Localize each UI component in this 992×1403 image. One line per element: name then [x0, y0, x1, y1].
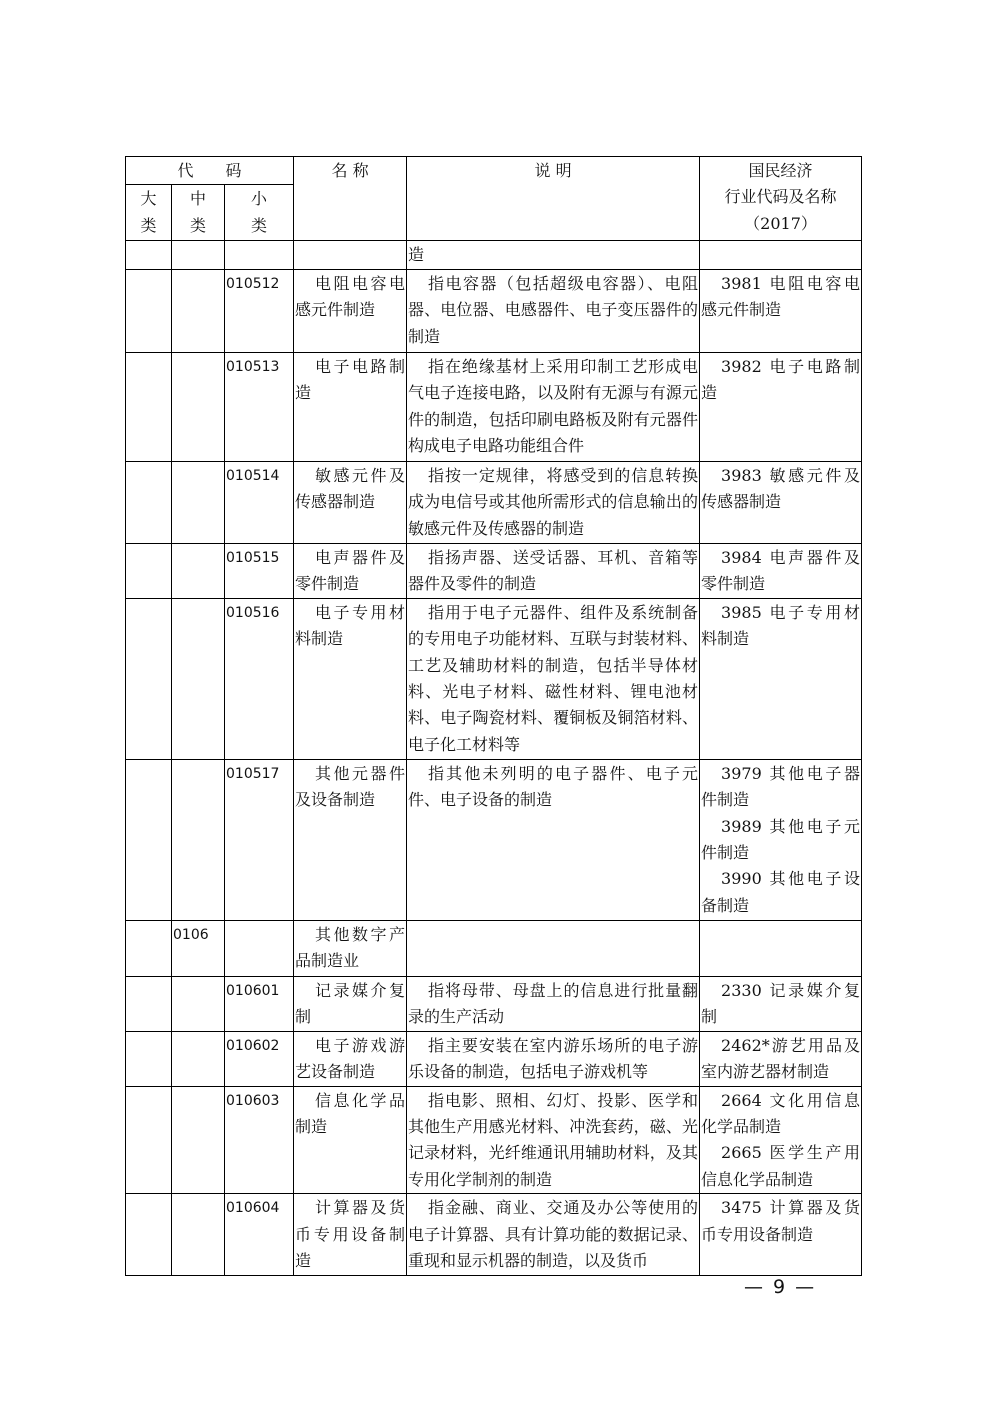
header-ref-line1: 国民经济 — [748, 161, 813, 180]
header-mid: 中 类 — [172, 185, 225, 241]
cell-desc: 指其他未列明的电子器件、电子元件、电子设备的制造 — [407, 759, 700, 920]
classification-table — [125, 156, 862, 1276]
cell-name: 信息化学品制造 — [294, 1086, 407, 1194]
cell-name: 计算器及货币专用设备制造 — [294, 1194, 407, 1276]
cell-desc: 指按一定规律，将感受到的信息转换成为电信号或其他所需形式的信息输出的敏感元件及传感器的制造 — [407, 461, 700, 543]
ref-entry: 3983 敏感元件及传感器制造 — [701, 465, 861, 512]
ref-entry: 3989 其他电子元件制造 — [701, 816, 861, 863]
cell-ref — [700, 1086, 862, 1194]
cell-mid — [172, 352, 225, 461]
cell-desc: 指金融、商业、交通及办公等使用的电子计算器、具有计算功能的数据记录、重现和显示机器的制造，以及货币 — [407, 1194, 700, 1276]
header-ref-line2: 行业代码及名称 — [724, 187, 837, 207]
cell-desc: 造 — [407, 241, 700, 269]
cell-major — [126, 461, 172, 543]
ref-entry: 3979 其他电子器件制造 — [701, 763, 861, 810]
header-ref — [700, 157, 862, 241]
header-name: 名 称 — [294, 157, 407, 241]
table-row — [126, 1194, 862, 1276]
ref-entry: 3985 电子专用材料制造 — [701, 602, 861, 649]
cell-name: 电子电路制造 — [294, 352, 407, 461]
cell-ref — [700, 598, 862, 759]
cell-mid — [172, 1031, 225, 1086]
table-row — [126, 461, 862, 543]
table-row — [126, 1086, 862, 1194]
table-row — [126, 598, 862, 759]
cell-mid: 0106 — [172, 920, 225, 976]
cell-major — [126, 598, 172, 759]
cell-code — [225, 920, 294, 976]
cell-major — [126, 269, 172, 352]
table-row — [126, 920, 862, 976]
cell-desc: 指电容器（包括超级电容器）、电阻器、电位器、电感器件、电子变压器件的制造 — [407, 269, 700, 352]
cell-code: 010513 — [225, 352, 294, 461]
cell-ref — [700, 976, 862, 1031]
cell-mid — [172, 241, 225, 269]
cell-name: 敏感元件及传感器制造 — [294, 461, 407, 543]
ref-entry: 3982 电子电路制造 — [701, 356, 861, 403]
table-row — [126, 759, 862, 920]
header-code: 代 码 — [126, 157, 294, 185]
cell-desc: 指主要安装在室内游乐场所的电子游乐设备的制造，包括电子游戏机等 — [407, 1031, 700, 1086]
cell-desc: 指将母带、母盘上的信息进行批量翻录的生产活动 — [407, 976, 700, 1031]
table-row — [126, 976, 862, 1031]
cell-mid — [172, 543, 225, 598]
table-row — [126, 241, 862, 269]
cell-major — [126, 1194, 172, 1276]
cell-ref — [700, 543, 862, 598]
page-number: — 9 — — [744, 1276, 817, 1298]
header-row-1 — [126, 157, 862, 185]
cell-code: 010516 — [225, 598, 294, 759]
cell-desc: 指扬声器、送受话器、耳机、音箱等器件及零件的制造 — [407, 543, 700, 598]
cell-ref — [700, 1194, 862, 1276]
header-minor: 小 类 — [225, 185, 294, 241]
cell-mid — [172, 269, 225, 352]
ref-entry: 2462*游艺用品及室内游艺器材制造 — [701, 1035, 861, 1082]
cell-desc: 指用于电子元器件、组件及系统制备的专用电子功能材料、互联与封装材料、工艺及辅助材料的制造，包括半导体材料、光电子材料、磁性材料、锂电池材料、电子陶瓷材料、覆铜板及铜箔材料、电子化工材料等 — [407, 598, 700, 759]
cell-code: 010604 — [225, 1194, 294, 1276]
cell-mid — [172, 598, 225, 759]
cell-ref — [700, 269, 862, 352]
cell-major — [126, 759, 172, 920]
cell-desc — [407, 920, 700, 976]
cell-major — [126, 543, 172, 598]
cell-code: 010601 — [225, 976, 294, 1031]
cell-ref — [700, 920, 862, 976]
cell-major — [126, 352, 172, 461]
ref-entry: 2665 医学生产用信息化学品制造 — [701, 1143, 861, 1189]
cell-mid — [172, 461, 225, 543]
cell-code: 010514 — [225, 461, 294, 543]
cell-code: 010515 — [225, 543, 294, 598]
ref-entry: 2330 记录媒介复制 — [701, 980, 861, 1027]
cell-name: 其他元器件及设备制造 — [294, 759, 407, 920]
cell-mid — [172, 976, 225, 1031]
ref-entry: 3981 电阻电容电感元件制造 — [701, 273, 861, 320]
cell-ref — [700, 461, 862, 543]
cell-name: 其他数字产品制造业 — [294, 920, 407, 976]
cell-name: 电子专用材料制造 — [294, 598, 407, 759]
cell-mid — [172, 1194, 225, 1276]
header-major: 大 类 — [126, 185, 172, 241]
cell-ref — [700, 759, 862, 920]
cell-name — [294, 241, 407, 269]
cell-major — [126, 920, 172, 976]
cell-name: 记录媒介复制 — [294, 976, 407, 1031]
ref-entry: 2664 文化用信息化学品制造 — [701, 1090, 861, 1137]
cell-code: 010603 — [225, 1086, 294, 1194]
header-ref-line3: （2017） — [744, 213, 817, 233]
cell-ref — [700, 352, 862, 461]
cell-name: 电子游戏游艺设备制造 — [294, 1031, 407, 1086]
header-desc: 说 明 — [407, 157, 700, 241]
ref-entry: 3990 其他电子设备制造 — [701, 869, 861, 915]
cell-desc: 指电影、照相、幻灯、投影、医学和其他生产用感光材料、冲洗套药，磁、光记录材料，光纤维通讯用辅助材料，及其专用化学制剂的制造 — [407, 1086, 700, 1194]
cell-mid — [172, 759, 225, 920]
cell-name: 电声器件及零件制造 — [294, 543, 407, 598]
ref-entry: 3475 计算器及货币专用设备制造 — [701, 1198, 861, 1244]
table-row — [126, 352, 862, 461]
cell-major — [126, 1086, 172, 1194]
cell-mid — [172, 1086, 225, 1194]
cell-code: 010512 — [225, 269, 294, 352]
cell-code — [225, 241, 294, 269]
ref-entry: 3984 电声器件及零件制造 — [701, 547, 861, 594]
cell-ref — [700, 1031, 862, 1086]
cell-major — [126, 976, 172, 1031]
cell-desc: 指在绝缘基材上采用印制工艺形成电气电子连接电路，以及附有无源与有源元件的制造，包括印刷电路板及附有元器件构成电子电路功能组合件 — [407, 352, 700, 461]
table-row — [126, 1031, 862, 1086]
cell-code: 010602 — [225, 1031, 294, 1086]
cell-name: 电阻电容电感元件制造 — [294, 269, 407, 352]
cell-code: 010517 — [225, 759, 294, 920]
cell-major — [126, 1031, 172, 1086]
cell-major — [126, 241, 172, 269]
table-row — [126, 543, 862, 598]
cell-ref — [700, 241, 862, 269]
table-row — [126, 269, 862, 352]
